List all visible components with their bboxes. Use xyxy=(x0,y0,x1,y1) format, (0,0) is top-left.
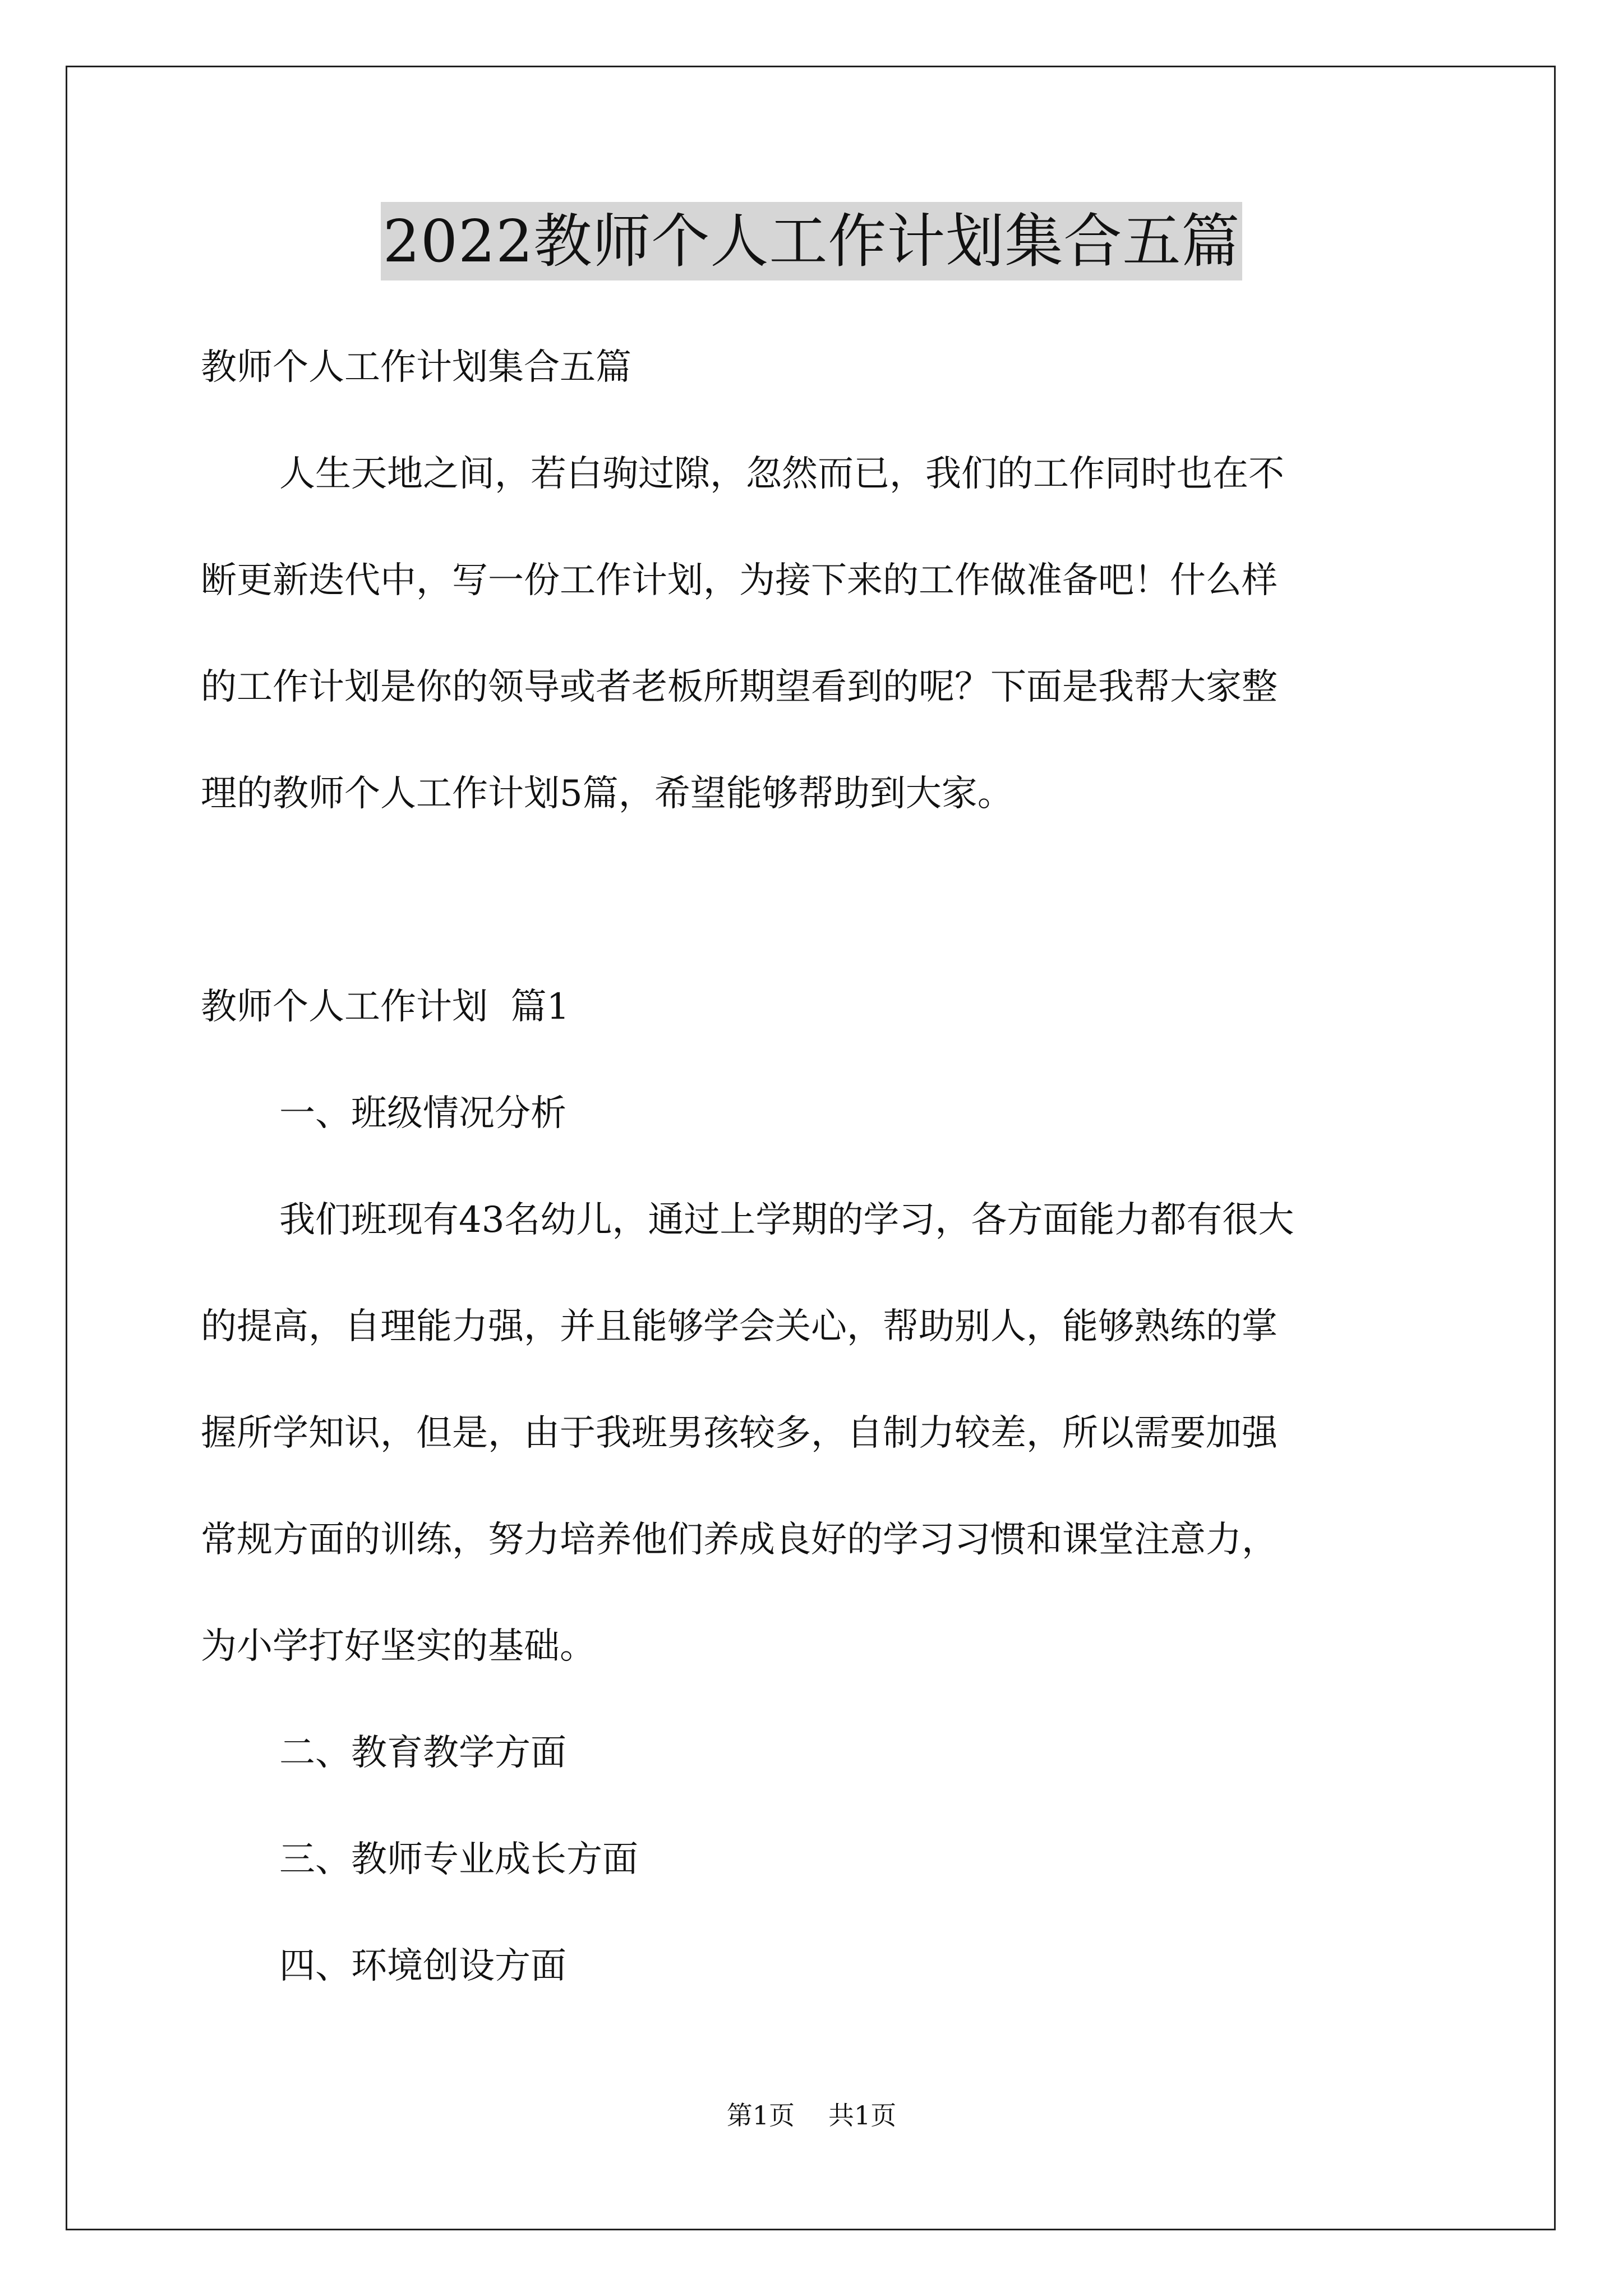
document-subtitle: 教师个人工作计划集合五篇 xyxy=(201,347,631,388)
page-current: 第1页 xyxy=(726,2100,795,2131)
heading-environment: 四、环境创设方面 xyxy=(279,1945,566,1987)
body-line: 常规方面的训练，努力培养他们养成良好的学习习惯和课堂注意力， xyxy=(201,1519,1278,1561)
body-line: 我们班现有43名幼儿，通过上学期的学习，各方面能力都有很大 xyxy=(279,1199,1294,1241)
intro-line: 的工作计划是你的领导或者老板所期望看到的呢？下面是我帮大家整 xyxy=(201,666,1278,708)
heading-teaching: 二、教育教学方面 xyxy=(279,1732,566,1774)
body-line: 的提高，自理能力强，并且能够学会关心，帮助别人，能够熟练的掌 xyxy=(201,1306,1278,1347)
heading-professional-growth: 三、教师专业成长方面 xyxy=(279,1839,638,1880)
page-total: 共1页 xyxy=(828,2100,897,2131)
intro-line: 断更新迭代中，写一份工作计划，为接下来的工作做准备吧！什么样 xyxy=(201,560,1278,601)
document-body xyxy=(201,314,1429,2019)
body-line: 握所学知识，但是，由于我班男孩较多，自制力较差，所以需要加强 xyxy=(201,1412,1278,1454)
section-heading: 教师个人工作计划 篇1 xyxy=(201,986,570,1028)
body-line: 为小学打好坚实的基础。 xyxy=(201,1626,596,1667)
intro-line: 理的教师个人工作计划5篇，希望能够帮助到大家。 xyxy=(201,773,1013,815)
title-container xyxy=(0,202,1623,280)
document-title: 2022教师个人工作计划集合五篇 xyxy=(381,202,1243,280)
blank-line xyxy=(201,847,1429,954)
heading-class-analysis: 一、班级情况分析 xyxy=(279,1093,566,1134)
page-footer xyxy=(0,2095,1623,2132)
intro-line: 人生天地之间，若白驹过隙，忽然而已，我们的工作同时也在不 xyxy=(279,453,1284,495)
